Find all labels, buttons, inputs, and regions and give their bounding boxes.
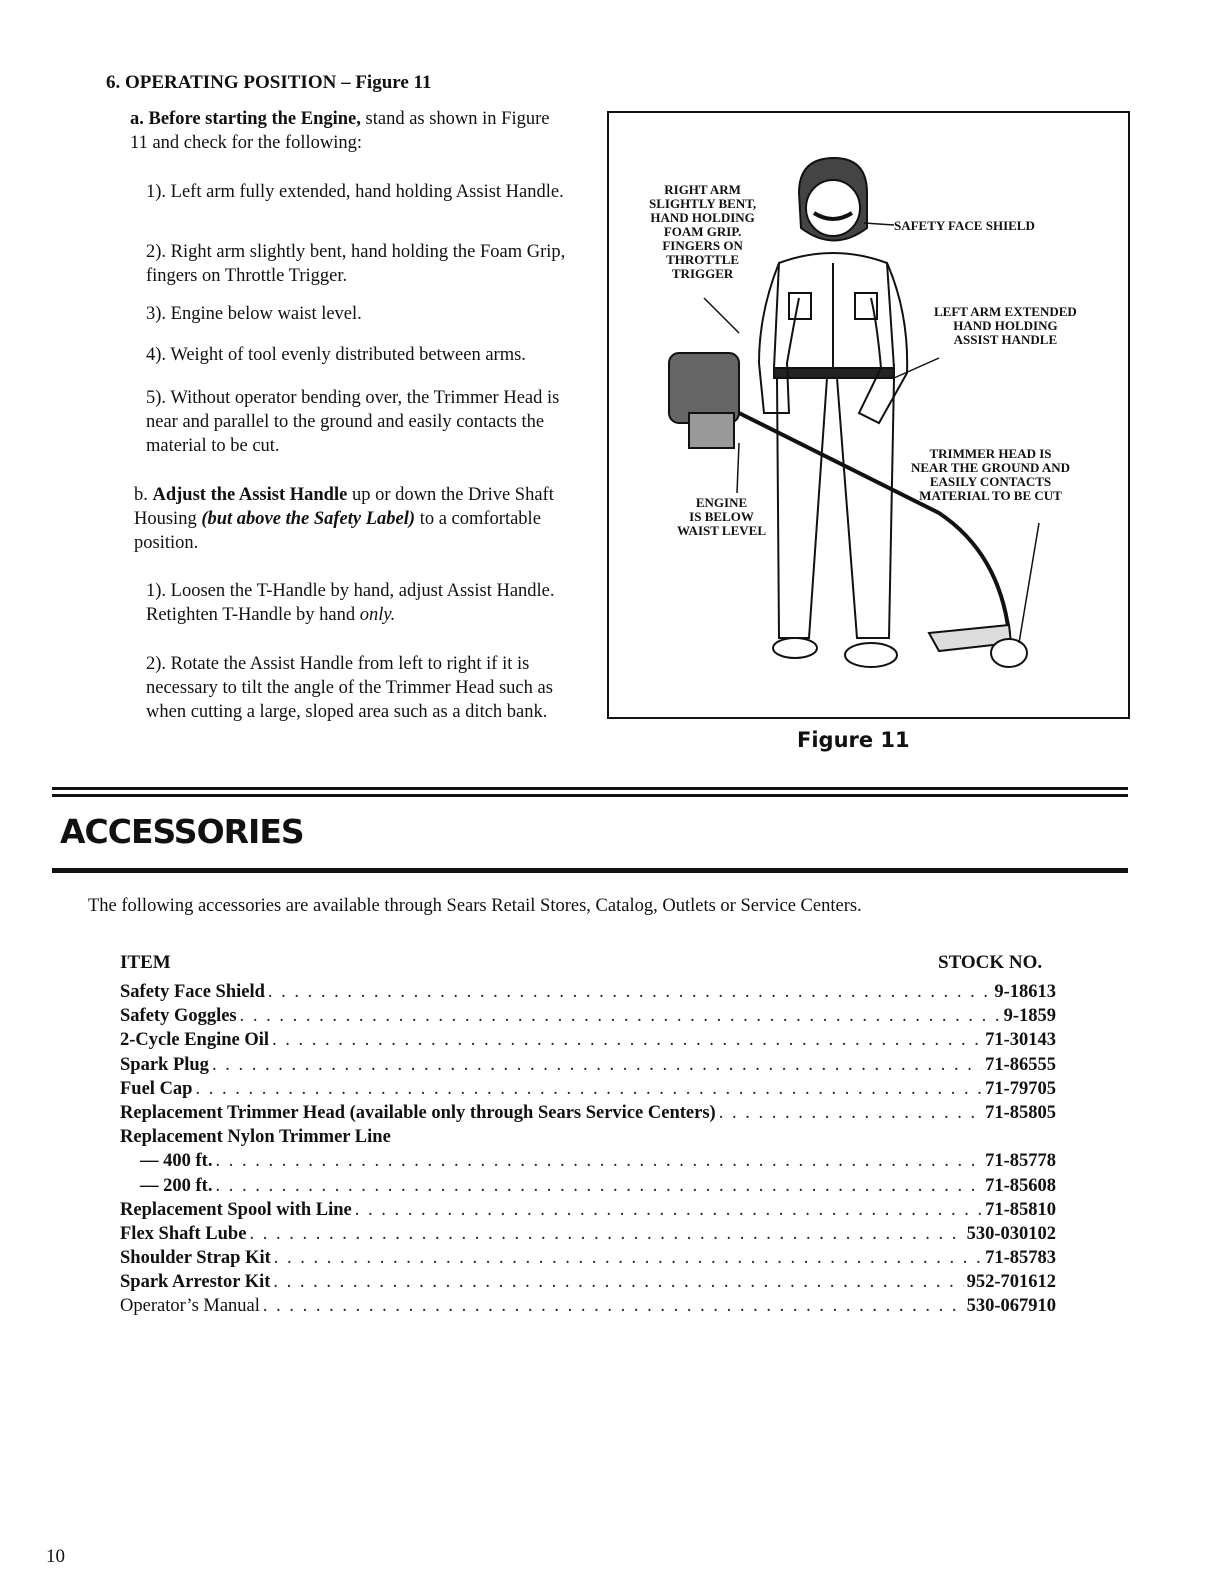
step-b-italic: (but above the Safety Label)	[201, 509, 416, 529]
step-b-label: b.	[134, 485, 148, 505]
table-row	[120, 1296, 1056, 1320]
column-header-item: ITEM	[120, 952, 171, 973]
row-stock: 71-85778	[985, 1151, 1056, 1172]
dot-leader	[195, 1079, 982, 1100]
row-stock: 530-030102	[966, 1223, 1056, 1244]
step-b-item-2	[146, 652, 574, 724]
table-row	[120, 1030, 1056, 1054]
callout-left-arm: LEFT ARM EXTENDED HAND HOLDING ASSIST HANDLE	[934, 304, 1077, 347]
row-stock: 9-18613	[994, 982, 1056, 1002]
row-item: Shoulder Strap Kit	[120, 1248, 271, 1269]
step-a-item-3	[146, 302, 570, 326]
dot-leader	[273, 1272, 963, 1293]
accessories-table	[120, 982, 1056, 1321]
row-item: Safety Goggles	[120, 1006, 237, 1027]
step-a-text: stand as shown in Figure 11 and check for the following:	[130, 109, 550, 153]
step-a	[130, 107, 570, 155]
section-heading: 6. OPERATING POSITION – Figure 11	[106, 72, 432, 93]
step-b-text2: to a comfortable position.	[134, 509, 541, 553]
callout-trimmer-head: TRIMMER HEAD IS NEAR THE GROUND AND EASILY CONTACTS MATERIAL TO BE CUT	[911, 446, 1071, 503]
accessories-title: ACCESSORIES	[60, 812, 304, 851]
row-item: Replacement Spool with Line	[120, 1199, 352, 1220]
table-row	[120, 1055, 1056, 1079]
callout-engine: ENGINE IS BELOW WAIST LEVEL	[677, 495, 766, 538]
step-a-item-4	[146, 343, 570, 367]
page-number: 10	[46, 1546, 65, 1567]
step-a-item-2	[146, 240, 570, 288]
dot-leader	[240, 1006, 1001, 1027]
row-item: Safety Face Shield	[120, 982, 265, 1002]
item-num: 2).	[146, 242, 167, 262]
row-stock: 952-701612	[966, 1272, 1056, 1293]
table-row	[120, 1248, 1056, 1272]
dot-leader	[719, 1103, 982, 1124]
row-stock: 71-79705	[985, 1078, 1056, 1099]
row-stock: 71-86555	[985, 1054, 1056, 1075]
table-row	[120, 1176, 1056, 1200]
figure-caption: Figure 11	[797, 728, 910, 752]
row-item: 2-Cycle Engine Oil	[120, 1030, 270, 1051]
item-text: Without operator bending over, the Trimmer Head is near and parallel to the ground and easily contacts the material to be cut.	[146, 388, 560, 456]
item-num: 5).	[146, 388, 167, 408]
item-text: Engine below waist level.	[170, 304, 362, 324]
item-num: 1).	[146, 182, 167, 202]
table-row	[120, 1200, 1056, 1224]
row-stock: 71-85783	[985, 1248, 1056, 1269]
dot-leader	[212, 1055, 982, 1076]
row-item: Flex Shaft Lube	[120, 1223, 247, 1244]
table-row	[120, 1224, 1056, 1248]
table-row	[120, 1151, 1056, 1175]
row-stock: 530-067910	[966, 1296, 1056, 1317]
item-text: Rotate the Assist Handle from left to right if it is necessary to tilt the angle of the Trimmer Head such as when cutting a large, sloped area such as a ditch bank.	[146, 654, 553, 722]
row-item: Replacement Trimmer Head (available only through Sears Service Centers)	[120, 1102, 716, 1123]
step-b-text1: up or down the Drive Shaft Housing	[134, 485, 554, 529]
dot-leader	[355, 1200, 982, 1221]
table-row	[120, 1079, 1056, 1103]
figure-11-frame	[607, 111, 1130, 719]
dot-leader	[215, 1176, 982, 1197]
row-item: — 200 ft.	[140, 1175, 213, 1196]
dot-leader	[272, 1030, 982, 1051]
row-stock: 9-1859	[1003, 1006, 1056, 1027]
row-item: Spark Plug	[120, 1054, 209, 1075]
section-rule	[52, 787, 1128, 790]
row-stock: 71-30143	[985, 1030, 1056, 1051]
row-stock: 71-85608	[985, 1175, 1056, 1196]
item-text: Weight of tool evenly distributed between arms.	[170, 345, 526, 365]
step-a-item-1	[146, 180, 570, 204]
accessories-intro: The following accessories are available through Sears Retail Stores, Catalog, Outlets or Service Centers.	[88, 896, 862, 916]
row-item: — 400 ft.	[140, 1151, 213, 1172]
item-text: Left arm fully extended, hand holding Assist Handle.	[170, 182, 564, 202]
callout-right-arm: RIGHT ARM SLIGHTLY BENT, HAND HOLDING FOAM GRIP. FINGERS ON THROTTLE TRIGGER	[649, 182, 757, 281]
title-underline	[52, 868, 1128, 873]
item-emphasis: only.	[359, 605, 396, 625]
row-item: Replacement Nylon Trimmer Line	[120, 1127, 391, 1148]
step-a-label: a.	[130, 109, 144, 129]
item-num: 4).	[146, 345, 167, 365]
item-num: 2).	[146, 654, 167, 674]
row-item: Fuel Cap	[120, 1078, 193, 1099]
dot-leader	[249, 1224, 963, 1245]
table-row	[120, 1272, 1056, 1296]
row-item: Spark Arrestor Kit	[120, 1272, 271, 1293]
column-header-stock: STOCK NO.	[938, 952, 1043, 973]
item-num: 3).	[146, 304, 167, 324]
dot-leader	[263, 1296, 964, 1317]
item-text: Right arm slightly bent, hand holding the Foam Grip, fingers on Throttle Trigger.	[146, 242, 566, 286]
callout-face-shield: SAFETY FACE SHIELD	[894, 218, 1035, 233]
item-num: 1).	[146, 581, 167, 601]
step-b-bold: Adjust the Assist Handle	[152, 485, 348, 505]
table-row	[120, 1103, 1056, 1127]
row-item: Operator’s Manual	[120, 1296, 260, 1317]
step-a-bold: Before starting the Engine,	[148, 109, 361, 129]
item-text: Loosen the T-Handle by hand, adjust Assist Handle. Retighten T-Handle by hand	[146, 581, 555, 625]
dot-leader	[215, 1151, 982, 1172]
step-b-item-1	[146, 579, 574, 627]
row-stock: 71-85810	[985, 1199, 1056, 1220]
row-stock: 71-85805	[985, 1102, 1056, 1123]
step-a-item-5	[146, 386, 570, 458]
step-b	[134, 483, 574, 555]
table-row	[120, 1006, 1056, 1030]
table-row	[120, 982, 1056, 1006]
dot-leader	[274, 1248, 982, 1269]
table-row	[120, 1127, 1056, 1151]
section-rule	[52, 794, 1128, 797]
dot-leader	[268, 982, 991, 1003]
